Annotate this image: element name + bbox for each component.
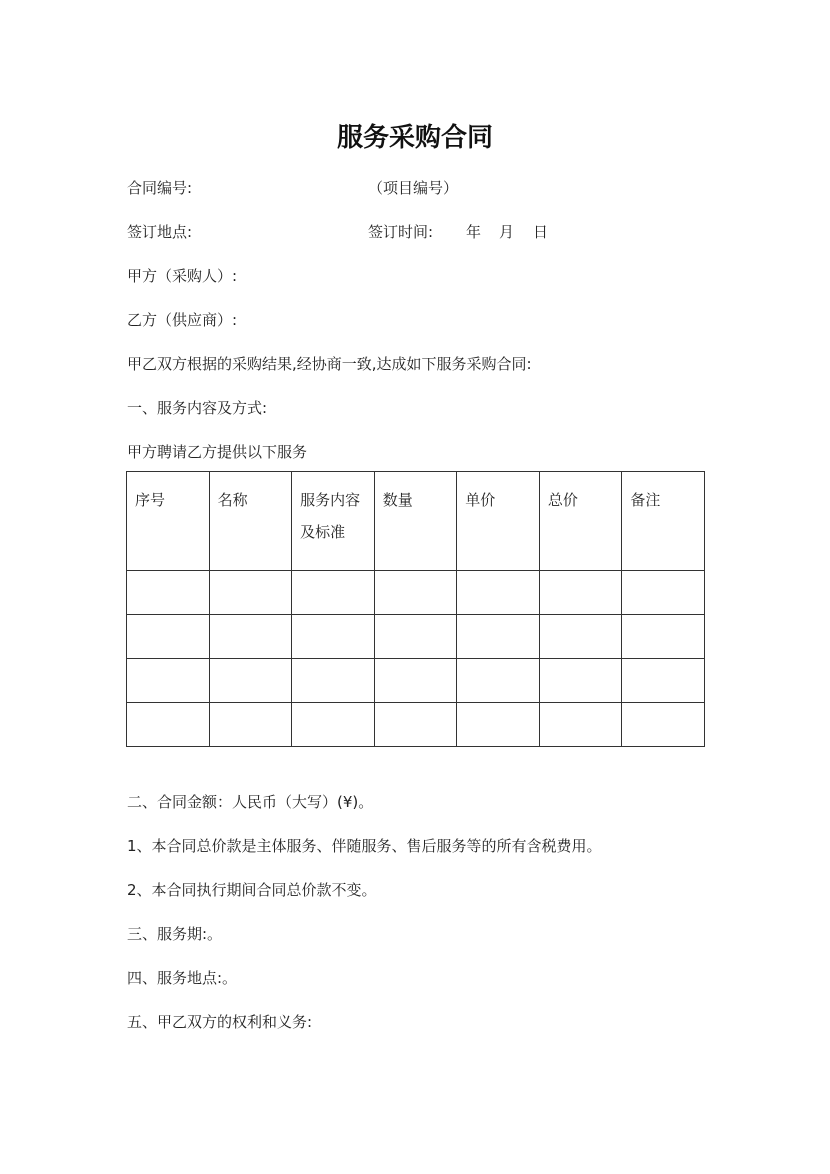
table-cell (374, 659, 457, 703)
table-cell (622, 703, 705, 747)
table-cell (209, 703, 292, 747)
table-cell (374, 703, 457, 747)
table-cell (292, 615, 375, 659)
month-label: 月 (499, 223, 515, 241)
table-cell (209, 615, 292, 659)
section-4-heading: 四、服务地点:。 (127, 969, 238, 987)
section-1-heading: 一、服务内容及方式: (127, 399, 268, 417)
table-cell (457, 659, 540, 703)
table-cell (374, 571, 457, 615)
table-cell (457, 703, 540, 747)
table-cell (539, 703, 622, 747)
table-cell (127, 571, 210, 615)
table-row (127, 703, 705, 747)
table-cell (374, 615, 457, 659)
header-cell: 序号 (127, 472, 210, 571)
table-cell (292, 703, 375, 747)
table-cell (292, 659, 375, 703)
table-row (127, 659, 705, 703)
sign-place-label: 签订地点: (127, 223, 193, 241)
header-cell: 总价 (539, 472, 622, 571)
item-2-text: 2、本合同执行期间合同总价款不变。 (127, 881, 377, 899)
sign-time-label: 签订时间: (368, 223, 434, 241)
header-cell: 数量 (374, 472, 457, 571)
party-a-label: 甲方（采购人）: (127, 267, 238, 285)
page-title: 服务采购合同 (336, 123, 493, 153)
section-2-heading: 二、合同金额：人民币（大写）(¥)。 (127, 793, 374, 811)
table-cell (127, 615, 210, 659)
table-cell (539, 615, 622, 659)
section-5-heading: 五、甲乙双方的权利和义务: (127, 1013, 313, 1031)
table-cell (127, 703, 210, 747)
table-row (127, 615, 705, 659)
table-cell (457, 571, 540, 615)
table-cell (622, 615, 705, 659)
table-cell (127, 659, 210, 703)
project-no-label: （项目编号） (368, 179, 459, 197)
table-cell (622, 571, 705, 615)
day-label: 日 (533, 223, 549, 241)
table-cell (539, 571, 622, 615)
table-header-row (127, 472, 705, 571)
header-cell: 名称 (209, 472, 292, 571)
table-cell (457, 615, 540, 659)
table-cell (622, 659, 705, 703)
table-cell (539, 659, 622, 703)
table-cell (209, 659, 292, 703)
intro-text: 甲乙双方根据的采购结果,经协商一致,达成如下服务采购合同: (127, 355, 532, 373)
table-row (127, 571, 705, 615)
header-cell: 备注 (622, 472, 705, 571)
header-cell: 单价 (457, 472, 540, 571)
header-cell: 服务内容及标准 (292, 472, 375, 571)
table-cell (292, 571, 375, 615)
year-label: 年 (466, 223, 482, 241)
contract-no-label: 合同编号: (127, 179, 193, 197)
section-3-heading: 三、服务期:。 (127, 925, 223, 943)
section-1-text: 甲方聘请乙方提供以下服务 (127, 443, 308, 461)
table-cell (209, 571, 292, 615)
party-b-label: 乙方（供应商）: (127, 311, 238, 329)
item-1-text: 1、本合同总价款是主体服务、伴随服务、售后服务等的所有含税费用。 (127, 837, 602, 855)
service-table (126, 471, 705, 747)
